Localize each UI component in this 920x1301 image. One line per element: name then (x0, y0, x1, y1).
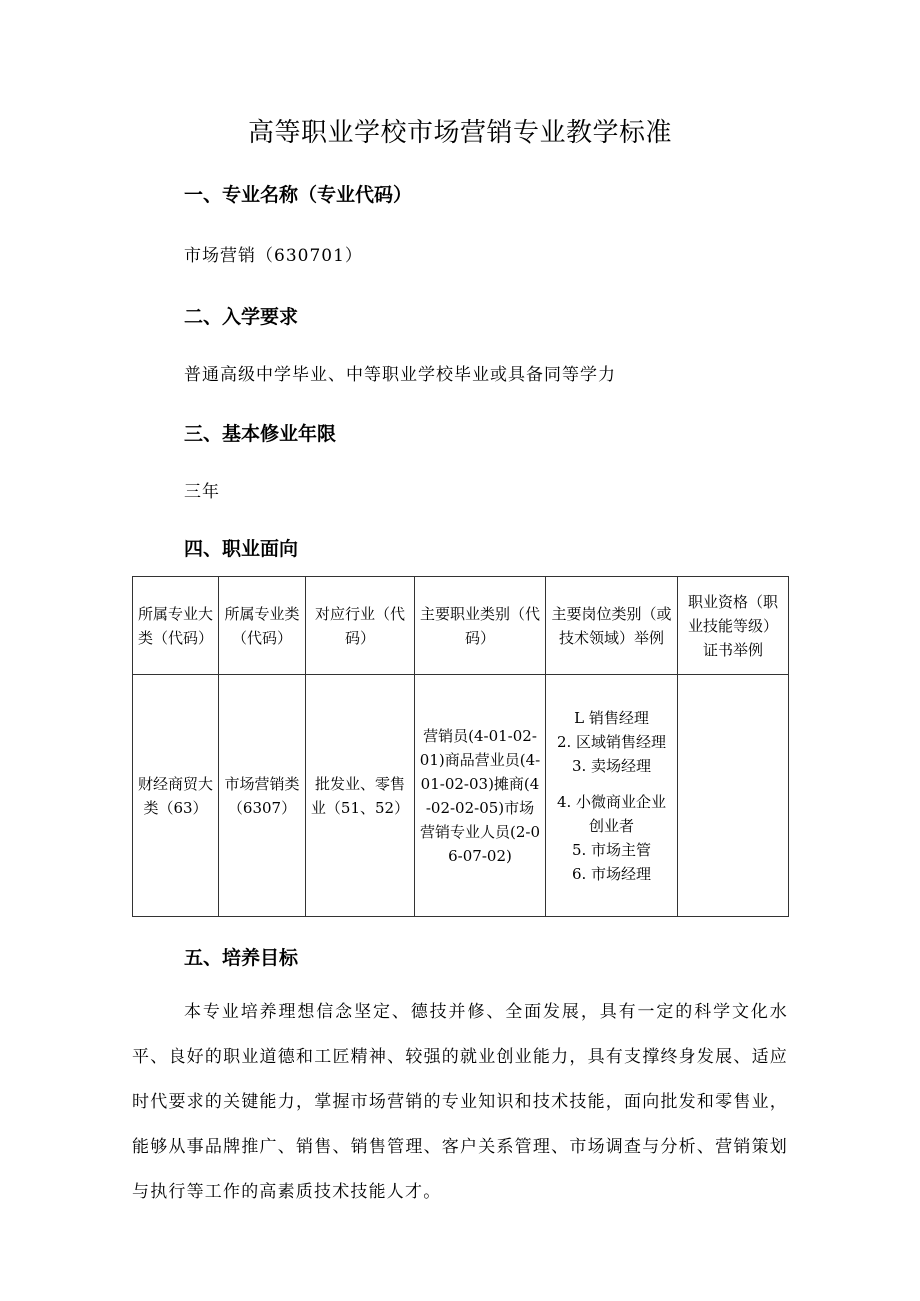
section-heading-major-name: 一、专业名称（专业代码） (184, 184, 413, 206)
position-item: L 销售经理 (574, 708, 649, 727)
cell-category: 财经商贸大类（63） (133, 675, 219, 917)
career-table (132, 576, 789, 917)
header-cell-category: 所属专业大类（代码） (133, 577, 219, 675)
header-cell-positions: 主要岗位类别（或技术领域）举例 (546, 577, 678, 675)
duration-text: 三年 (184, 482, 220, 502)
position-item: 6. 市场经理 (571, 864, 652, 883)
cell-industry: 批发业、零售业（51、52） (306, 675, 415, 917)
page-title: 高等职业学校市场营销专业教学标准 (247, 118, 672, 148)
major-name-text: 市场营销（630701） (184, 246, 363, 266)
header-cell-certificates: 职业资格（职业技能等级）证书举例 (678, 577, 789, 675)
table-header-row (133, 577, 789, 675)
section-heading-objective: 五、培养目标 (184, 947, 299, 969)
header-cell-industry: 对应行业（代码） (306, 577, 415, 675)
position-item: 4. 小微商业企业创业者 (556, 792, 667, 835)
header-cell-occupation: 主要职业类别（代码） (415, 577, 546, 675)
header-cell-subcategory: 所属专业类（代码） (219, 577, 306, 675)
section-heading-career: 四、职业面向 (184, 538, 299, 560)
cell-occupations: 营销员(4-01-02-01)商品营业员(4-01-02-03)摊商(4-02-02-05)市场营销专业人员(2-06-07-02) (415, 675, 546, 917)
position-item: 2. 区域销售经理 (556, 732, 667, 751)
section-heading-admission: 二、入学要求 (184, 306, 299, 328)
table-row (133, 675, 789, 917)
admission-text: 普通高级中学毕业、中等职业学校毕业或具备同等学力 (184, 365, 616, 385)
cell-subcategory: 市场营销类（6307） (219, 675, 306, 917)
position-item: 3. 卖场经理 (571, 756, 652, 775)
cell-certificates (678, 675, 789, 917)
position-item: 5. 市场主管 (571, 840, 652, 859)
objective-paragraph: 本专业培养理想信念坚定、德技并修、全面发展，具有一定的科学文化水平、良好的职业道德和工匠精神、较强的就业创业能力，具有支撑终身发展、适应时代要求的关键能力，掌握市场营销的专业知识和技术技能，面向批发和零售业，能够从事品牌推广、销售、销售管理、客户关系管理、市场调查与分析、营销策划与执行等工作的高素质技术技能人才。 (132, 1002, 788, 1202)
cell-positions (546, 675, 678, 917)
section-heading-duration: 三、基本修业年限 (184, 423, 337, 445)
